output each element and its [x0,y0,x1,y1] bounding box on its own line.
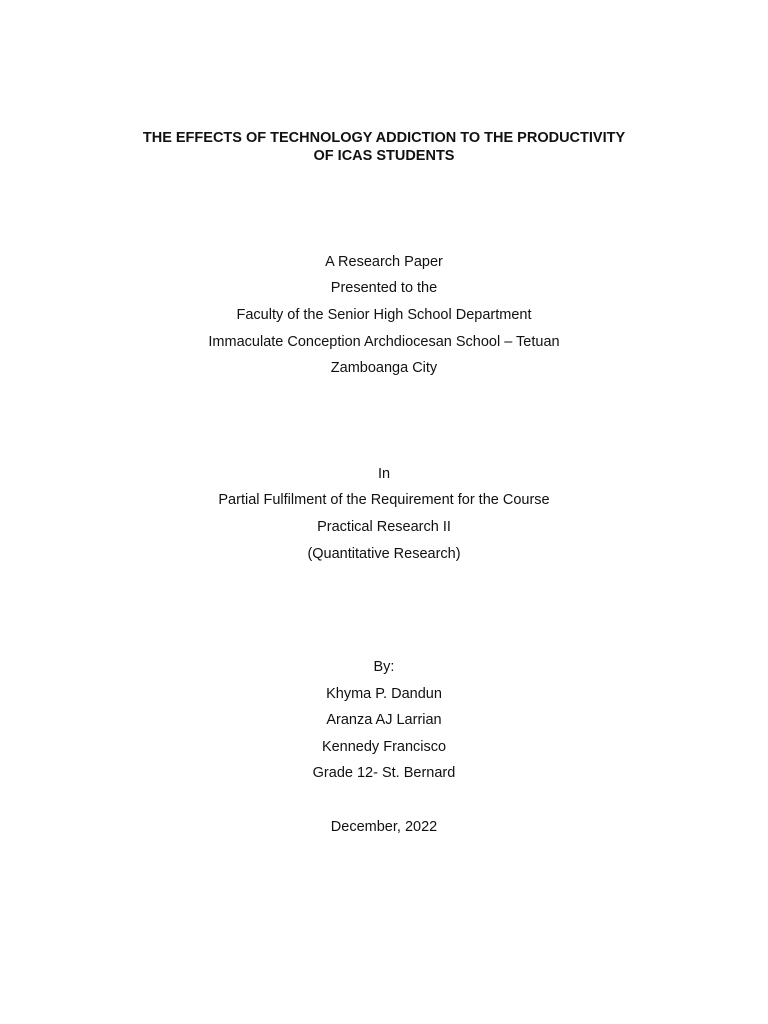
paper-type: A Research Paper [325,254,443,270]
school-city: Zamboanga City [330,360,438,376]
grade-section: Grade 12- St. Bernard [312,765,456,781]
school-name: Immaculate Conception Archdiocesan School – Tetuan [208,334,560,350]
by-label: By: [373,659,395,675]
paper-title-line-2: OF ICAS STUDENTS [313,148,455,164]
faculty-department: Faculty of the Senior High School Department [236,307,532,323]
presented-to: Presented to the [330,280,438,296]
course-name: Practical Research II [317,519,451,535]
author-name: Khyma P. Dandun [326,686,442,702]
author-name: Kennedy Francisco [321,739,447,755]
submission-date: December, 2022 [330,819,438,835]
in-label: In [377,466,391,482]
course-type: (Quantitative Research) [307,546,461,562]
requirement-statement: Partial Fulfilment of the Requirement for the Course [218,492,550,508]
author-name: Aranza AJ Larrian [326,712,442,728]
paper-title-line-1: THE EFFECTS OF TECHNOLOGY ADDICTION TO THE PRODUCTIVITY [142,130,626,146]
